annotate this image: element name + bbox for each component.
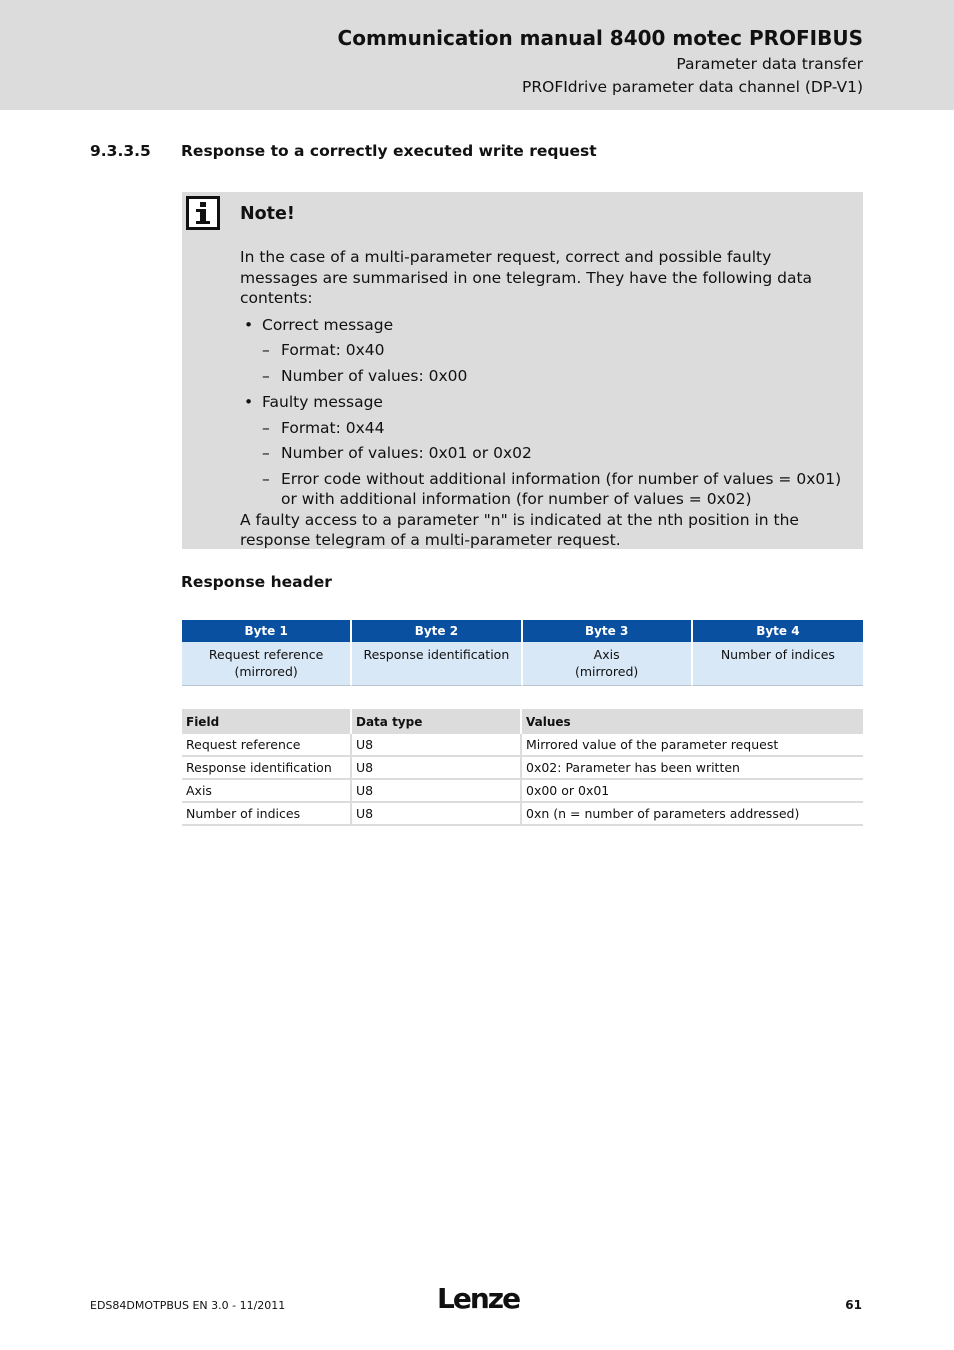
byte-cell	[523, 642, 693, 686]
bullet-item	[240, 315, 850, 336]
manual-title: Communication manual 8400 motec PROFIBUS	[337, 26, 863, 50]
dash-item	[240, 418, 850, 439]
dash-item	[240, 443, 850, 464]
dash-text: Number of values: 0x00	[281, 366, 468, 385]
byte-cell	[182, 642, 352, 686]
note-closing: A faulty access to a parameter "n" is indicated at the nth position in the response telegram of a multi-parameter request.	[240, 510, 799, 549]
column-header: Field	[182, 709, 352, 734]
byte-layout-table	[182, 620, 863, 686]
byte-cell-line: Axis	[593, 647, 620, 662]
table-row	[182, 734, 863, 757]
page-number: 61	[845, 1298, 862, 1312]
dash-item	[240, 366, 850, 387]
response-header-title: Response header	[181, 573, 332, 591]
table-header-row	[182, 620, 863, 642]
dash-mark: –	[262, 366, 270, 385]
bullet-mark: •	[244, 393, 254, 411]
byte-header: Byte 2	[352, 620, 522, 642]
lenze-logo: Lenze	[437, 1282, 520, 1315]
dash-mark: –	[262, 469, 270, 488]
datatype-cell: U8	[352, 803, 522, 826]
byte-header: Byte 3	[523, 620, 693, 642]
byte-cell-line: Response identification	[363, 647, 510, 662]
field-cell: Response identification	[182, 757, 352, 780]
field-cell: Axis	[182, 780, 352, 803]
section-title: Response to a correctly executed write request	[181, 142, 597, 160]
values-cell: 0xn (n = number of parameters addressed)	[522, 803, 863, 826]
datatype-cell: U8	[352, 757, 522, 780]
byte-cell-line: Request reference	[208, 647, 324, 662]
byte-header: Byte 4	[693, 620, 863, 642]
note-intro: In the case of a multi-parameter request, correct and possible faulty messages are summarised in one telegram. They have the following data contents:	[240, 248, 813, 307]
subchapter-title: PROFIdrive parameter data channel (DP-V1)	[522, 78, 863, 96]
dash-item	[240, 469, 850, 510]
bullet-text: Faulty message	[262, 393, 383, 411]
bullet-item	[240, 392, 850, 413]
note-heading: Note!	[240, 204, 295, 224]
byte-cell-line: Number of indices	[720, 647, 835, 662]
byte-cell	[693, 642, 863, 686]
table-row	[182, 803, 863, 826]
column-header: Data type	[352, 709, 522, 734]
dash-text: Error code without additional information (for number of values = 0x01) or with additional information (for number of values = 0x02)	[281, 469, 842, 508]
bullet-text: Correct message	[262, 315, 394, 334]
dash-item	[240, 340, 850, 361]
byte-cell-line: (mirrored)	[574, 664, 639, 679]
section-number: 9.3.3.5	[90, 142, 151, 160]
table-row	[182, 780, 863, 803]
datatype-cell: U8	[352, 734, 522, 757]
dash-text: Format: 0x44	[281, 418, 385, 437]
table-row	[182, 642, 863, 686]
table-header-row	[182, 709, 863, 734]
field-cell: Number of indices	[182, 803, 352, 826]
note-body	[240, 247, 850, 551]
datatype-cell: U8	[352, 780, 522, 803]
values-cell: Mirrored value of the parameter request	[522, 734, 863, 757]
dash-text: Format: 0x40	[281, 341, 385, 359]
document-id: EDS84DMOTPBUS EN 3.0 - 11/2011	[90, 1299, 286, 1312]
table-row	[182, 757, 863, 780]
chapter-title: Parameter data transfer	[676, 55, 863, 73]
dash-text: Number of values: 0x01 or 0x02	[281, 444, 532, 462]
dash-mark: –	[262, 418, 270, 437]
values-cell: 0x02: Parameter has been written	[522, 757, 863, 780]
byte-cell	[352, 642, 522, 686]
dash-mark: –	[262, 341, 270, 359]
column-header: Values	[522, 709, 863, 734]
field-description-table	[182, 709, 863, 826]
dash-mark: –	[262, 444, 270, 462]
byte-header: Byte 1	[182, 620, 352, 642]
note-box	[182, 192, 863, 549]
byte-cell-line: (mirrored)	[234, 664, 298, 679]
page-header	[0, 0, 954, 110]
info-icon	[186, 196, 220, 230]
bullet-mark: •	[244, 315, 254, 334]
values-cell: 0x00 or 0x01	[522, 780, 863, 803]
field-cell: Request reference	[182, 734, 352, 757]
